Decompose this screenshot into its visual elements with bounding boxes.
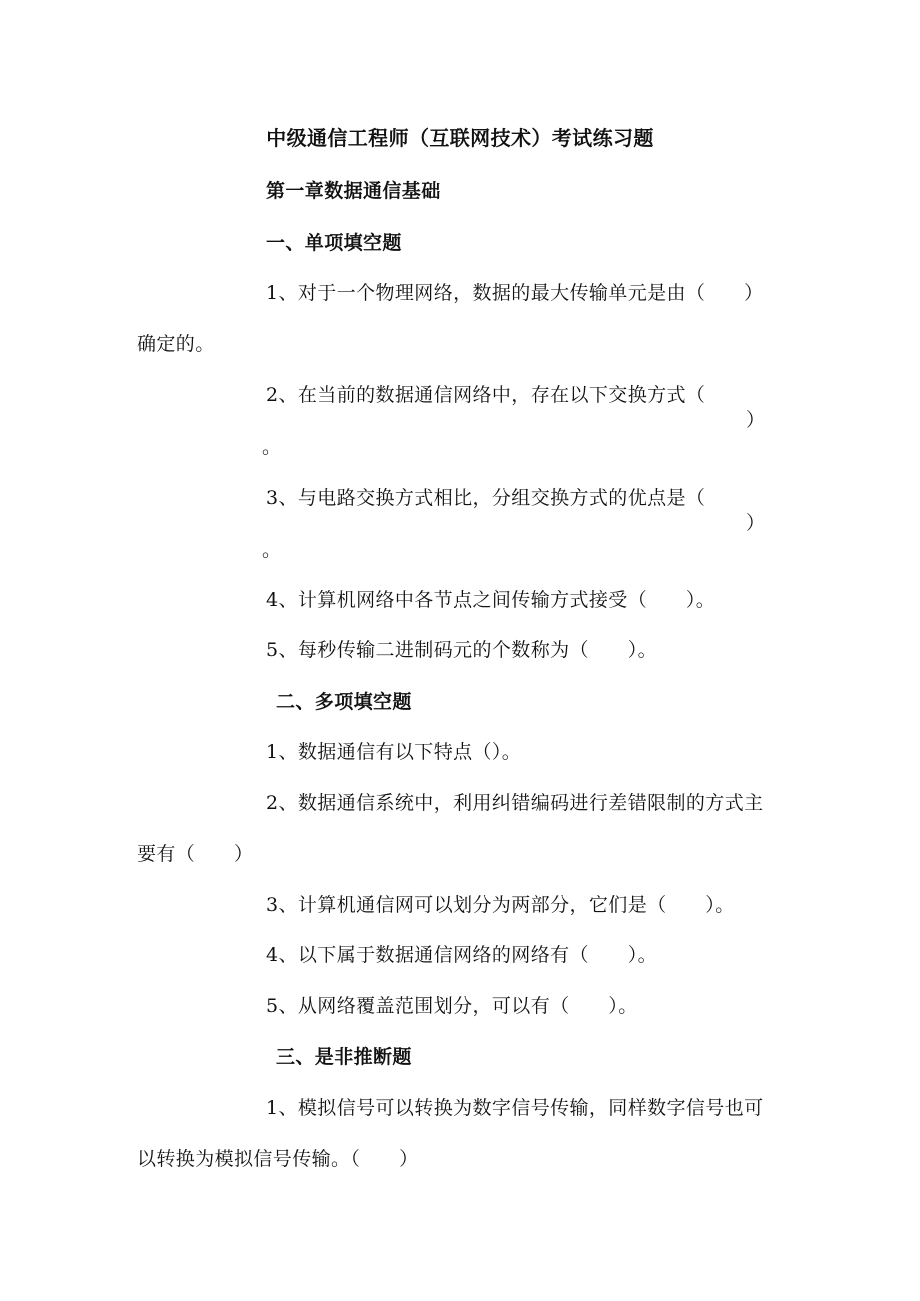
question-3-1-line-1: 1、模拟信号可以转换为数字信号传输，同样数字信号也可	[266, 1097, 764, 1119]
question-1-2-period: 。	[262, 436, 282, 458]
question-2-4: 4、以下属于数据通信网络的网络有（ ）。	[266, 944, 657, 966]
question-2-2-line-2: 要有（ ）	[137, 843, 254, 865]
document-title: 中级通信工程师（互联网技术）考试练习题	[266, 126, 654, 150]
section-heading-multiple-choice: 二、多项填空题	[276, 691, 412, 713]
section-heading-true-false: 三、是非推断题	[276, 1046, 412, 1068]
question-1-3-line-1: 3、与电路交换方式相比，分组交换方式的优点是（	[266, 487, 706, 509]
question-1-5: 5、每秒传输二进制码元的个数称为（ ）。	[266, 639, 657, 661]
question-2-2-line-1: 2、数据通信系统中，利用纠错编码进行差错限制的方式主	[266, 792, 764, 814]
question-1-4: 4、计算机网络中各节点之间传输方式接受（ ）。	[266, 589, 716, 611]
question-3-1-line-2: 以转换为模拟信号传输。（ ）	[137, 1148, 419, 1170]
question-1-2-close-paren: ）	[746, 409, 766, 431]
section-heading-single-choice: 一、单项填空题	[266, 232, 402, 254]
question-2-1: 1、数据通信有以下特点（）。	[266, 741, 522, 763]
question-1-3-close-paren: ）	[746, 512, 766, 534]
question-1-1-line-1: 1、对于一个物理网络，数据的最大传输单元是由（ ）	[266, 282, 764, 304]
question-1-3-period: 。	[262, 539, 282, 561]
question-2-3: 3、计算机通信网可以划分为两部分，它们是（ ）。	[266, 894, 735, 916]
question-1-2-line-1: 2、在当前的数据通信网络中，存在以下交换方式（	[266, 384, 706, 406]
question-1-1-line-2: 确定的。	[137, 333, 215, 355]
question-2-5: 5、从网络覆盖范围划分，可以有（ ）。	[266, 995, 638, 1017]
chapter-heading: 第一章数据通信基础	[266, 180, 441, 202]
